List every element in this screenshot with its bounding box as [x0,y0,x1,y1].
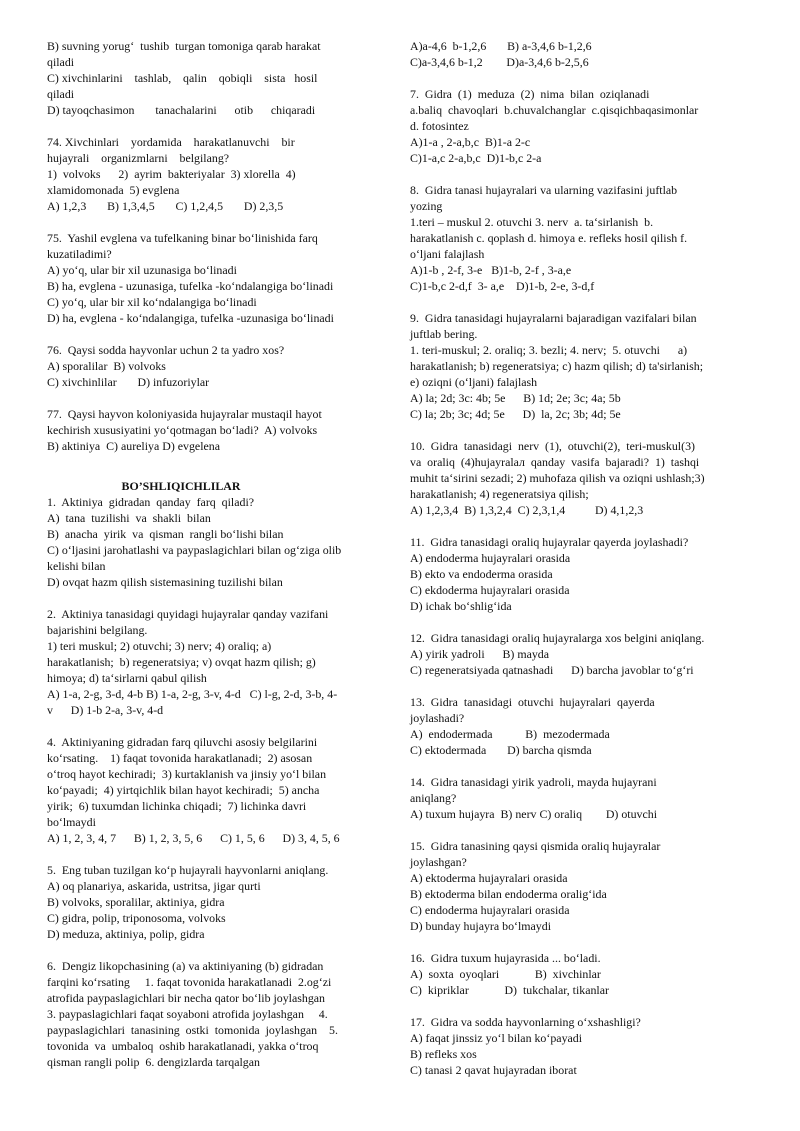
question-block [410,1014,752,1078]
text-line: A) oq planariya, askarida, ustritsa, jigar qurti [47,879,261,893]
text-line: bo‘lmaydi [47,815,96,829]
block-spacer [47,118,385,134]
text-line: 1. teri-muskul; 2. oraliq; 3. bezli; 4. nerv; 5. otuvchi a) [410,343,688,357]
text-line: 15. Gidra tanasining qaysi qismida oraliq hujayralar [410,839,661,853]
block-spacer [47,590,385,606]
text-line: 3. paypaslagichlari faqat soyaboni atrofida joylashgan 4. [47,1007,328,1021]
text-line: C) la; 2b; 3c; 4d; 5e D) la, 2c; 3b; 4d; 5e [410,407,621,421]
text-line: harakatlanish; b) regeneratsiya; c) hazm qilish; d) ta'sirlanish; [410,359,704,373]
question-block [47,606,385,718]
text-line: yirik; 6) tuxumdan lichinka chiqadi; 7) lichinka davri [47,799,307,813]
text-line: B) suvning yorug‘ tushib turgan tomoniga qarab harakat [47,39,321,53]
question-block [47,230,385,326]
text-line: 14. Gidra tanasidagi yirik yadroli, mayda hujayrani [410,775,657,789]
question-block [410,774,752,822]
block-spacer [410,70,752,86]
question-block [410,534,752,614]
block-spacer [410,758,752,774]
text-line: o‘troq hayot kechiradi; 3) kurtaklanish va jinsiy yo‘l bilan [47,767,327,781]
text-line: 1.teri – muskul 2. otuvchi 3. nerv a. ta‘sirlanish b. [410,215,654,229]
text-line: muhit ta‘sirini sezadi; 2) muhofaza qilish va oziqni ushlash;3) [410,471,705,485]
text-line: A) soxta oyoqlari B) xivchinlar [410,967,601,981]
question-block [47,38,385,118]
block-spacer [410,166,752,182]
text-line: yozing [410,199,443,213]
text-line: harakatlanish; b) regeneratsiya; v) ovqat hazm qilish; g) [47,655,316,669]
block-spacer [410,934,752,950]
text-line: A) tana tuzilishi va shakli bilan [47,511,211,525]
text-line: atrofida paypaslagichlari bir necha qator bo‘lib joylashgan [47,991,326,1005]
question-block [47,134,385,214]
block-spacer [47,390,385,406]
text-line: C) kipriklar D) tukchalar, tikanlar [410,983,609,997]
text-line: kelishi bilan [47,559,106,573]
text-line: A) 1,2,3,4 B) 1,3,2,4 C) 2,3,1,4 D) 4,1,2,3 [410,503,644,517]
block-spacer [410,614,752,630]
text-line: ko‘rsating. 1) faqat tovonida harakatlanadi; 2) asosan [47,751,313,765]
text-line: D) ha, evglena - ko‘ndalangiga, tufelka -uzunasiga bo‘linadi [47,311,334,325]
text-line: qisman rangli polip 6. dengizlarda tarqalgan [47,1055,260,1069]
block-spacer [47,454,385,478]
text-line: 5. Eng tuban tuzilgan ko‘p hujayrali hayvonlarni aniqlang. [47,863,329,877]
block-spacer [47,846,385,862]
text-line: 10. Gidra tanasidagi nerv (1), otuvchi(2), teri-muskul(3) [410,439,695,453]
question-block [410,950,752,998]
text-line: hujayrali organizmlarni belgilang? [47,151,230,165]
text-line: juftlab bering. [410,327,478,341]
text-line: qiladi [47,55,75,69]
text-line: B) ektoderma bilan endoderma oralig‘ida [410,887,607,901]
question-block [47,406,385,454]
text-line: 1) volvoks 2) ayrim bakteriyalar 3) xlorella 4) [47,167,296,181]
question-block [410,630,752,678]
text-line: B) ha, evglena - uzunasiga, tufelka -ko‘ndalangiga bo‘linadi [47,279,334,293]
text-line: a.baliq chavoqlari b.chuvalchanglar c.qisqichbaqasimonlar [410,103,699,117]
text-line: qiladi [47,87,75,101]
text-line: C) yo‘q, ular bir xil ko‘ndalangiga bo‘linadi [47,295,257,309]
text-line: C) ektodermada D) barcha qismda [410,743,592,757]
text-line: A) ektoderma hujayralari orasida [410,871,568,885]
text-line: joylashgan? [410,855,467,869]
question-block [410,310,752,422]
text-line: C)1-a,c 2-a,b,c D)1-b,c 2-a [410,151,542,165]
text-line: 7. Gidra (1) meduza (2) nima bilan oziqlanadi [410,87,650,101]
text-line: aniqlang? [410,791,457,805]
text-line: A) 1-a, 2-g, 3-d, 4-b B) 1-a, 2-g, 3-v, 4-d C) l-g, 2-d, 3-b, 4- [47,687,338,701]
text-line: paypaslagichlari tanasining ostki tomonida joylashgan 5. [47,1023,338,1037]
text-line: D) ovqat hazm qilish sistemasining tuzilishi bilan [47,575,283,589]
text-line: xlamidomonada 5) evglena [47,183,180,197]
text-line: 2. Aktiniya tanasidagi quyidagi hujayralar qanday vazifani [47,607,329,621]
text-line: 76. Qaysi sodda hayvonlar uchun 2 ta yadro xos? [47,343,285,357]
text-line: C)a-3,4,6 b-1,2 D)a-3,4,6 b-2,5,6 [410,55,589,69]
question-block [47,958,385,1070]
text-line: v D) 1-b 2-a, 3-v, 4-d [47,703,164,717]
text-line: himoya; d) ta‘sirlarni qabul qilish [47,671,207,685]
left-column [47,38,385,1070]
text-line: kechirish xususiyatini yo‘qotmagan bo‘ladi? A) volvoks [47,423,318,437]
text-line: tovonida va umbaloq oshib harakatlanadi, yakka o‘troq [47,1039,319,1053]
text-line: A)1-a , 2-a,b,c B)1-a 2-c [410,135,531,149]
text-line: A)1-b , 2-f, 3-e B)1-b, 2-f , 3-a,e [410,263,572,277]
text-line: C) gidra, polip, triponosoma, volvoks [47,911,226,925]
text-line: C) xivchinlarini tashlab, qalin qobiqli sista hosil [47,71,318,85]
text-line: D) bunday hujayra bo‘lmaydi [410,919,551,933]
text-line: A) yirik yadroli B) mayda [410,647,550,661]
text-line: A) yo‘q, ular bir xil uzunasiga bo‘linadi [47,263,237,277]
text-line: 17. Gidra va sodda hayvonlarning o‘xshashligi? [410,1015,641,1029]
text-line: va oraliq (4)hujayralaл qanday vasifa bajaradi? 1) tashqi [410,455,700,469]
text-line: C)1-b,c 2-d,f 3- a,e D)1-b, 2-e, 3-d,f [410,279,595,293]
text-line: B) volvoks, sporalilar, aktiniya, gidra [47,895,225,909]
text-line: A) sporalilar B) volvoks [47,359,166,373]
text-line: 1. Aktiniya gidradan qanday farq qiladi? [47,495,255,509]
text-line: ko‘payadi; 4) yirtqichlik bilan hayot kechiradi; 5) ancha [47,783,320,797]
block-spacer [47,718,385,734]
text-line: 9. Gidra tanasidagi hujayralarni bajaradigan vazifalari bilan [410,311,697,325]
question-block [410,182,752,294]
block-spacer [410,518,752,534]
text-line: A) 1, 2, 3, 4, 7 B) 1, 2, 3, 5, 6 C) 1, 5, 6 D) 3, 4, 5, 6 [47,831,340,845]
block-spacer [410,678,752,694]
text-line: A) la; 2d; 3c: 4b; 5e B) 1d; 2e; 3c; 4a; 5b [410,391,621,405]
question-block [47,478,385,590]
text-line: harakatlanish c. qoplash d. himoya e. refleks hosil qilish f. [410,231,688,245]
text-line: C) xivchinlilar D) infuzoriylar [47,375,210,389]
text-line: C) endoderma hujayralari orasida [410,903,570,917]
text-line: 6. Dengiz likopchasining (a) va aktiniyaning (b) gidradan [47,959,324,973]
block-spacer [47,942,385,958]
text-line: A)a-4,6 b-1,2,6 B) a-3,4,6 b-1,2,6 [410,39,592,53]
text-line: bajarishini belgilang. [47,623,148,637]
text-line: B) anacha yirik va qisman rangli bo‘lishi bilan [47,527,284,541]
text-line: D) meduza, aktiniya, polip, gidra [47,927,205,941]
text-line: B) aktiniya C) aureliya D) evgelena [47,439,221,453]
block-spacer [47,214,385,230]
block-spacer [410,998,752,1014]
text-line: C) tanasi 2 qavat hujayradan iborat [410,1063,577,1077]
text-line: 74. Xivchinlari yordamida harakatlanuvchi bir [47,135,295,149]
text-line: C) o‘ljasini jarohatlashi va paypaslagichlari bilan og‘ziga olib [47,543,342,557]
text-line: C) ekdoderma hujayralari orasida [410,583,570,597]
text-line: kuzatiladimi? [47,247,112,261]
text-line: A) endoderma hujayralari orasida [410,551,571,565]
question-block [47,862,385,942]
text-line: B) ekto va endoderma orasida [410,567,553,581]
text-line: 4. Aktiniyaning gidradan farq qiluvchi asosiy belgilarini [47,735,318,749]
text-line: 75. Yashil evglena va tufelkaning binar bo‘linishida farq [47,231,318,245]
text-line: harakatlanish; 4) regeneratsiya qilish; [410,487,589,501]
question-block [410,694,752,758]
question-block [410,438,752,518]
text-line: D) tayoqchasimon tanachalarini otib chiqaradi [47,103,316,117]
text-line: A) endodermada B) mezodermada [410,727,610,741]
section-heading: BO’SHLIQICHLILAR [121,479,241,493]
text-line: B) refleks xos [410,1047,477,1061]
text-line: 77. Qaysi hayvon koloniyasida hujayralar mustaqil hayot [47,407,322,421]
text-line: farqini ko‘rsating 1. faqat tovonida harakatlanadi 2.og‘zi [47,975,332,989]
text-line: 12. Gidra tanasidagi oraliq hujayralarga xos belgini aniqlang. [410,631,705,645]
text-line: e) oziqni (o‘ljani) falajlash [410,375,538,389]
question-block [410,838,752,934]
text-line: d. fotosintez [410,119,469,133]
block-spacer [410,822,752,838]
question-block [410,38,752,70]
text-line: A) 1,2,3 B) 1,3,4,5 C) 1,2,4,5 D) 2,3,5 [47,199,284,213]
text-line: A) tuxum hujayra B) nerv C) oraliq D) otuvchi [410,807,658,821]
text-line: 13. Gidra tanasidagi otuvchi hujayralari qayerda [410,695,655,709]
text-line: C) regeneratsiyada qatnashadi D) barcha javoblar to‘g‘ri [410,663,694,677]
text-line: 11. Gidra tanasidagi oraliq hujayralar qayerda joylashadi? [410,535,689,549]
right-column [410,38,752,1078]
question-block [410,86,752,166]
question-block [47,734,385,846]
text-line: 1) teri muskul; 2) otuvchi; 3) nerv; 4) oraliq; a) [47,639,272,653]
block-spacer [410,422,752,438]
block-spacer [410,294,752,310]
text-line: 16. Gidra tuxum hujayrasida ... bo‘ladi. [410,951,601,965]
text-line: joylashadi? [410,711,465,725]
text-line: 8. Gidra tanasi hujayralari va ularning vazifasini juftlab [410,183,678,197]
text-line: o‘ljani falajlash [410,247,485,261]
block-spacer [47,326,385,342]
question-block [47,342,385,390]
text-line: D) ichak bo‘shlig‘ida [410,599,512,613]
text-line: A) faqat jinssiz yo‘l bilan ko‘payadi [410,1031,583,1045]
